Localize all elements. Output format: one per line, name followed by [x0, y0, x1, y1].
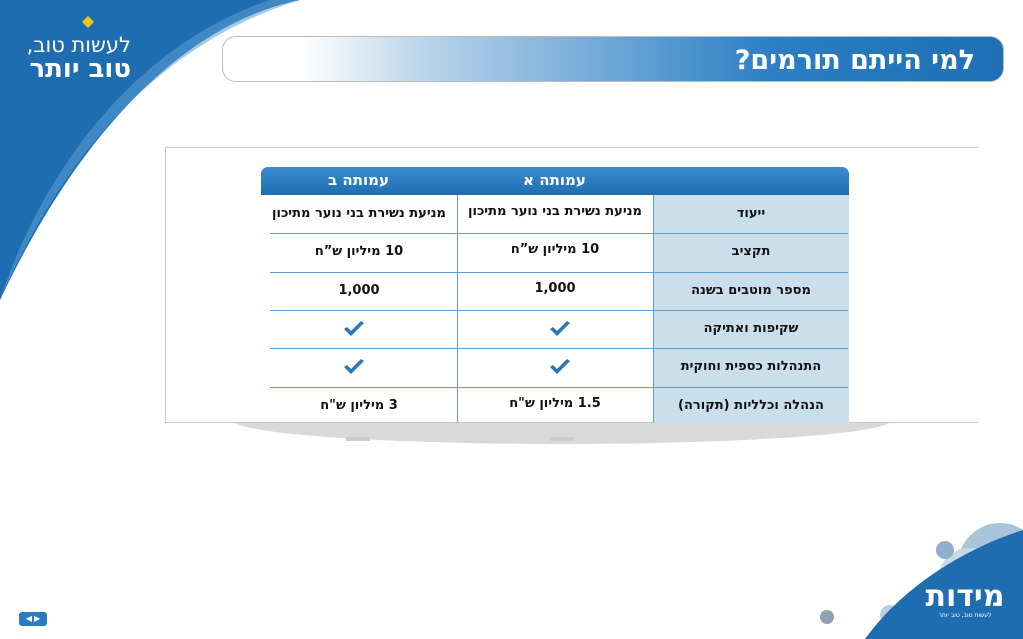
column-divider	[653, 195, 654, 423]
logo-line-1: לעשות טוב,	[26, 33, 131, 57]
cell-association-b: 10 מיליון ש”ח	[314, 244, 404, 259]
row-divider	[270, 272, 848, 273]
check-icon	[549, 320, 571, 338]
slide-nav-button[interactable]	[19, 612, 47, 626]
cell-association-a: מניעת נשירת בני נוער מתיכון	[468, 204, 642, 219]
row-divider	[270, 348, 848, 349]
row-label: מספר מוטבים בשנה	[691, 283, 811, 298]
header-association-b: עמותה ב	[328, 171, 389, 189]
logo-line-2: טוב יותר	[29, 54, 131, 84]
arrow-left-icon[interactable]: ◀	[25, 614, 32, 623]
logo-diamond-icon	[82, 16, 94, 28]
label-column	[653, 195, 849, 423]
column-divider	[457, 195, 458, 423]
brand-logo	[925, 579, 1005, 620]
cell-association-b: 3 מיליון ש"ח	[320, 398, 398, 413]
cell-association-b: 1,000	[338, 283, 380, 298]
row-label: ייעוד	[736, 206, 766, 221]
row-divider	[270, 233, 848, 234]
check-icon	[549, 358, 571, 376]
cell-association-a: 1.5 מיליון ש"ח	[509, 396, 601, 411]
check-icon	[343, 320, 365, 338]
header-association-a: עמותה א	[523, 171, 586, 189]
arrow-right-icon[interactable]: ▶	[34, 614, 41, 623]
brand-name: מידות	[925, 579, 1005, 614]
shadow-nub	[346, 437, 370, 441]
row-label: שקיפות ואתיקה	[703, 321, 799, 336]
brand-tagline: לעשות טוב, טוב יותר	[938, 612, 992, 619]
row-divider	[270, 310, 848, 311]
table-header	[261, 167, 849, 195]
title-bar	[222, 36, 1004, 82]
page-title: למי הייתם תורמים?	[734, 45, 975, 76]
cell-association-a: 10 מיליון ש”ח	[510, 242, 600, 257]
cell-association-a: 1,000	[534, 281, 576, 296]
row-label: הנהלה וכלליות (תקורה)	[678, 398, 824, 413]
cell-association-b: מניעת נשירת בני נוער מתיכון	[272, 206, 446, 221]
check-icon	[343, 358, 365, 376]
row-label: התנהלות כספית וחוקית	[680, 359, 822, 374]
row-divider	[270, 387, 848, 388]
shadow-nub	[550, 437, 574, 441]
row-label: תקציב	[731, 244, 771, 259]
